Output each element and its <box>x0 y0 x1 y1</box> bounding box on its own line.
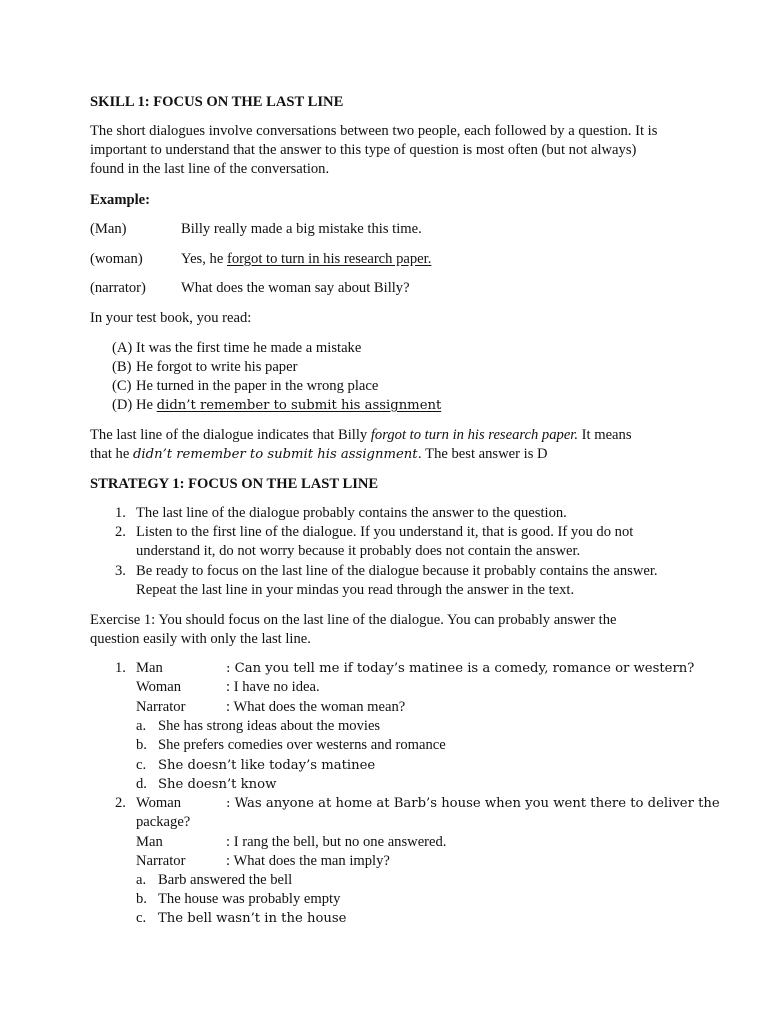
dialogue-text: : I rang the bell, but no one answered. <box>226 834 447 850</box>
option-text: He turned in the paper in the wrong place <box>136 378 379 394</box>
answer-text: She prefers comedies over westerns and romance <box>158 737 446 753</box>
question-num: 1. <box>115 660 126 676</box>
dialogue-text: : Can you tell me if today’s matinee is a comedy, romance or western? <box>226 661 695 676</box>
option-letter: (B) <box>112 359 132 375</box>
example-label: Example: <box>90 192 150 208</box>
dialogue-text: : What does the woman mean? <box>226 699 406 715</box>
option-letter: (D) <box>112 397 133 413</box>
intro-line: The short dialogues involve conversations between two people, each followed by a question. It is <box>90 123 658 139</box>
exercise-intro: Exercise 1: You should focus on the last line of the dialogue. You can probably answer the <box>90 612 617 628</box>
strategy-num: 2. <box>115 524 126 540</box>
option-text: He forgot to write his paper <box>136 359 298 375</box>
question-num: 2. <box>115 795 126 811</box>
intro-line: important to understand that the answer to this type of question is most often (but not always) <box>90 142 637 158</box>
answer-letter: b. <box>136 891 147 907</box>
answer-text: The house was probably empty <box>158 891 341 907</box>
answer-letter: a. <box>136 872 147 888</box>
example-line: Yes, he forgot to turn in his research paper. <box>181 251 432 267</box>
answer-text: Barb answered the bell <box>158 872 293 888</box>
intro-line: found in the last line of the conversation. <box>90 161 330 177</box>
dialogue-speaker: Woman <box>136 679 182 695</box>
strategy-line: Repeat the last line in your mindas you read through the answer in the text. <box>136 582 575 598</box>
dialogue-text: : I have no idea. <box>226 679 320 695</box>
answer-letter: b. <box>136 737 147 753</box>
option-letter: (A) <box>112 340 133 356</box>
answer-letter: a. <box>136 718 147 734</box>
dialogue-speaker: Narrator <box>136 699 186 715</box>
answer-text: She has strong ideas about the movies <box>158 718 381 734</box>
read-intro: In your test book, you read: <box>90 310 252 326</box>
dialogue-text-continued: package? <box>136 814 191 830</box>
answer-letter: d. <box>136 776 147 792</box>
answer-letter: c. <box>136 910 147 926</box>
example-speaker: (woman) <box>90 251 143 267</box>
skill-title: SKILL 1: FOCUS ON THE LAST LINE <box>90 94 344 110</box>
answer-text: She doesn’t like today’s matinee <box>158 758 376 773</box>
strategy-line: The last line of the dialogue probably contains the answer to the question. <box>136 505 567 521</box>
answer-letter: c. <box>136 757 147 773</box>
exercise-intro: question easily with only the last line. <box>90 631 311 647</box>
explanation-line: The last line of the dialogue indicates that Billy forgot to turn in his research paper. It means <box>90 427 632 443</box>
strategy-num: 3. <box>115 563 126 579</box>
example-line: Billy really made a big mistake this time. <box>181 221 422 237</box>
strategy-line: Listen to the first line of the dialogue. If you understand it, that is good. If you do not <box>136 524 634 540</box>
option-letter: (C) <box>112 378 132 394</box>
strategy-line: Be ready to focus on the last line of the dialogue because it probably contains the answer. <box>136 563 658 579</box>
dialogue-text: : Was anyone at home at Barb’s house when you went there to deliver the <box>226 796 720 811</box>
answer-text: She doesn’t know <box>158 777 277 792</box>
answer-text: The bell wasn’t in the house <box>158 911 347 926</box>
option-text: He didn’t remember to submit his assignment <box>136 397 442 413</box>
strategy-title: STRATEGY 1: FOCUS ON THE LAST LINE <box>90 476 379 492</box>
dialogue-speaker: Man <box>136 660 163 676</box>
dialogue-speaker: Man <box>136 834 163 850</box>
dialogue-speaker: Woman <box>136 795 182 811</box>
strategy-line: understand it, do not worry because it probably does not contain the answer. <box>136 543 581 559</box>
explanation-line: that he didn’t remember to submit his assignment. The best answer is D <box>90 446 548 462</box>
example-speaker: (narrator) <box>90 280 146 296</box>
example-line: What does the woman say about Billy? <box>181 280 410 296</box>
dialogue-speaker: Narrator <box>136 853 186 869</box>
example-speaker: (Man) <box>90 221 127 237</box>
dialogue-text: : What does the man imply? <box>226 853 390 869</box>
strategy-num: 1. <box>115 505 126 521</box>
option-text: It was the first time he made a mistake <box>136 340 362 356</box>
